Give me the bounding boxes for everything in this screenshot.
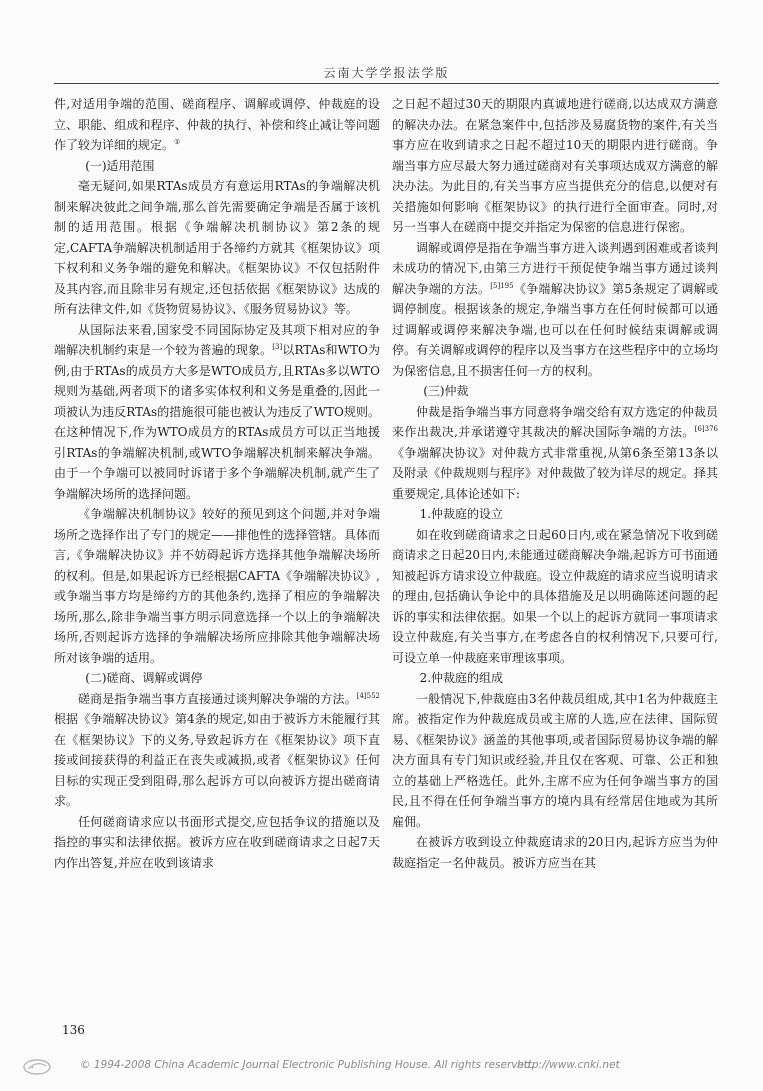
section-heading	[54, 156, 380, 177]
paragraph-text: (一)适用范围	[85, 158, 155, 173]
paragraph-text: 从国际法来看,国家受不同国际协定及其项下相对应的争端解决机制约束是一个较为普遍的现象。	[54, 322, 380, 357]
paragraph-text: 件,对适用争端的范围、磋商程序、调解或调停、仲裁庭的设立、职能、组成和程序、仲裁的执行、补偿和终止减让等问题作了较为详细的规定。	[54, 97, 380, 152]
paragraph	[392, 689, 718, 833]
citation-reference: ①	[174, 138, 181, 146]
paragraph-text: 之日起不超过30天的期限内真诚地进行磋商,以达成双方满意的解决办法。在紧急案件中,包括涉及易腐货物的案件,有关当事方应在收到请求之日起不超过10天的期限内进行磋商。争端当事方应尽最大努力通过磋商对有关事项达成双方满意的解决办法。为此目的,有关当事方应当提供充分的信息,以便对有关措施如何影响《框架协议》的执行进行全面审查。同时,对另一当事人在磋商中提交并指定为保密的信息进行保密。	[392, 97, 718, 234]
paragraph	[54, 320, 380, 505]
citation-reference: [5]195	[490, 281, 514, 290]
paragraph-text: 如在收到磋商请求之日起60日内,或在紧急情况下收到磋商请求之日起20日内,未能通过磋商解决争端,起诉方可书面通知被起诉方请求设立仲裁庭。设立仲裁庭的请求应当说明请求的理由,包括确认争论中的具体措施及足以明确陈述问题的起诉的事实和法律依据。如果一个以上的起诉方就同一事项请求设立仲裁庭,有关当事方,在考虑各自的权利情况下,只要可行,可设立单一仲裁庭来审理该事项。	[392, 527, 718, 665]
left-column	[54, 94, 380, 873]
journal-header: 云南大学学报法学版	[323, 66, 450, 80]
cnki-url-link[interactable]: http://www.cnki.net	[517, 1059, 620, 1071]
paragraph-text: 1.仲裁庭的设立	[419, 507, 504, 521]
paragraph-text: 仲裁是指争端当事方同意将争端交给有双方选定的仲裁员来作出裁决,并承诺遵守其裁决的解决国际争端的方法。	[392, 404, 718, 439]
paragraph-text-tail: 根据《争端解决协议》第4条的规定,如由于被诉方未能履行其在《框架协议》下的义务,导致起诉方在《框架协议》项下直接或间接获得的利益正在丧失或减损,或者《框架协议》任何目标的实现正受到阻碍,那么起诉方可以向被诉方提出磋商请求。	[54, 712, 380, 808]
paragraph-text: 调解或调停是指在争端当事方进入谈判遇到困难或者谈判未成功的情况下,由第三方进行干预促使争端当事方通过谈判解决争端的方法。	[392, 240, 718, 296]
paragraph-text: (三)仲裁	[423, 384, 469, 398]
page-number: 136	[62, 1023, 85, 1037]
paragraph-text-tail: 《争端解决协议》对仲裁方式非常重视,从第6条至第13条以及附录《仲裁规则与程序》对仲裁做了较为详尽的规定。择其重要规定,具体论述如下:	[392, 445, 718, 501]
copyright-notice: © 1994-2008 China Academic Journal Electronic Publishing House. All rights reserved.	[80, 1059, 534, 1071]
paragraph-text: (二)磋商、调解或调停	[85, 671, 203, 685]
footer	[0, 1056, 763, 1082]
paragraph-text: 在被诉方收到设立仲裁庭请求的20日内,起诉方应当为仲裁庭指定一名仲裁员。被诉方应当在其	[392, 835, 718, 870]
right-column	[392, 94, 718, 873]
header-rule	[54, 83, 719, 84]
paragraph	[54, 504, 380, 668]
cnki-logo-icon	[22, 1058, 52, 1076]
citation-reference: [6]376	[694, 425, 718, 433]
paragraph-text: 一般情况下,仲裁庭由3名仲裁员组成,其中1名为仲裁庭主席。被指定作为仲裁庭成员或主席的人选,应在法律、国际贸易、《框架协议》涵盖的其他事项,或者国际贸易协议争端的解决方面具有专门知识或经验,并且仅在客观、可靠、公正和独立的基础上严格选任。此外,主席不应为任何争端当事方的国民,且不得在任何争端当事方的境内具有经常居住地或为其所雇佣。	[392, 691, 718, 829]
paragraph	[392, 402, 718, 505]
paragraph	[54, 812, 380, 874]
paragraph-text: 2.仲裁庭的组成	[419, 671, 504, 685]
section-heading	[392, 381, 718, 402]
citation-reference: [3]	[272, 343, 283, 351]
paragraph-text: 任何磋商请求应以书面形式提交,应包括争议的措施以及指控的事实和法律依据。被诉方应在收到磋商请求之日起7天内作出答复,并应在收到该请求	[54, 814, 380, 870]
section-heading	[54, 668, 380, 689]
subsection-heading	[392, 504, 718, 525]
paragraph	[392, 525, 718, 669]
paragraph-text-tail: 以RTAs和WTO为例,由于RTAs的成员方大多是WTO成员方,且RTAs多以WTO规则为基础,两者项下的诸多实体权利和义务是重叠的,因此一项被认为违反RTAs的措施很可能也被认为违反了WTO规则。在这种情况下,作为WTO成员方的RTAs成员方可以正当地援引RTAs的争端解决机制,或WTO争端解决机制来解决争端。由于一个争端可以被同时诉诸于多个争端解决机制,就产生了争端解决场所的选择问题。	[54, 343, 380, 501]
paragraph	[392, 832, 718, 873]
paragraph-text: 磋商是指争端当事方直接通过谈判解决争端的方法。	[78, 691, 357, 706]
citation-reference: [4]552	[356, 691, 380, 700]
paragraph-continued	[54, 94, 380, 156]
paragraph-text-tail: 《争端解决协议》第5条规定了调解或调停制度。根据该条的规定,争端当事方在任何时候都可以通过调解或调停来解决争端,也可以在任何时候结束调解或调停。有关调解或调停的程序以及当事方在这些程序中的立场均为保密信息,且不损害任何一方的权利。	[392, 281, 718, 378]
paragraph-text: 毫无疑问,如果RTAs成员方有意运用RTAs的争端解决机制来解决彼此之间争端,那么首先需要确定争端是否属于该机制的适用范围。根据《争端解决机制协议》第2条的规定,CAFTA争端解决机制适用于各缔约方就其《框架协议》项下权利和义务争端的避免和解决。《框架协议》不仅包括附件及其内容,而且除非另有规定,还包括依据《框架协议》达成的所有法律文件,如《货物贸易协议》、《服务贸易协议》等。	[54, 179, 380, 316]
paragraph-text: 《争端解决机制协议》较好的预见到这个问题,并对争端场所之选择作出了专门的规定——排他性的选择管辖。具体而言,《争端解决协议》并不妨碍起诉方选择其他争端解决场所的权利。但是,如果起诉方已经根据CAFTA《争端解决协议》,或争端当事方均是缔约方的其他条约,选择了相应的争端解决场所,那么,除非争端当事方明示同意选择一个以上的争端解决场所,否则起诉方选择的争端解决场所应排除其他争端解决场所对该争端的适用。	[54, 507, 380, 665]
paragraph-continued	[392, 94, 718, 238]
paragraph	[54, 176, 380, 320]
subsection-heading	[392, 668, 718, 689]
paragraph	[392, 238, 718, 382]
paragraph	[54, 689, 380, 812]
